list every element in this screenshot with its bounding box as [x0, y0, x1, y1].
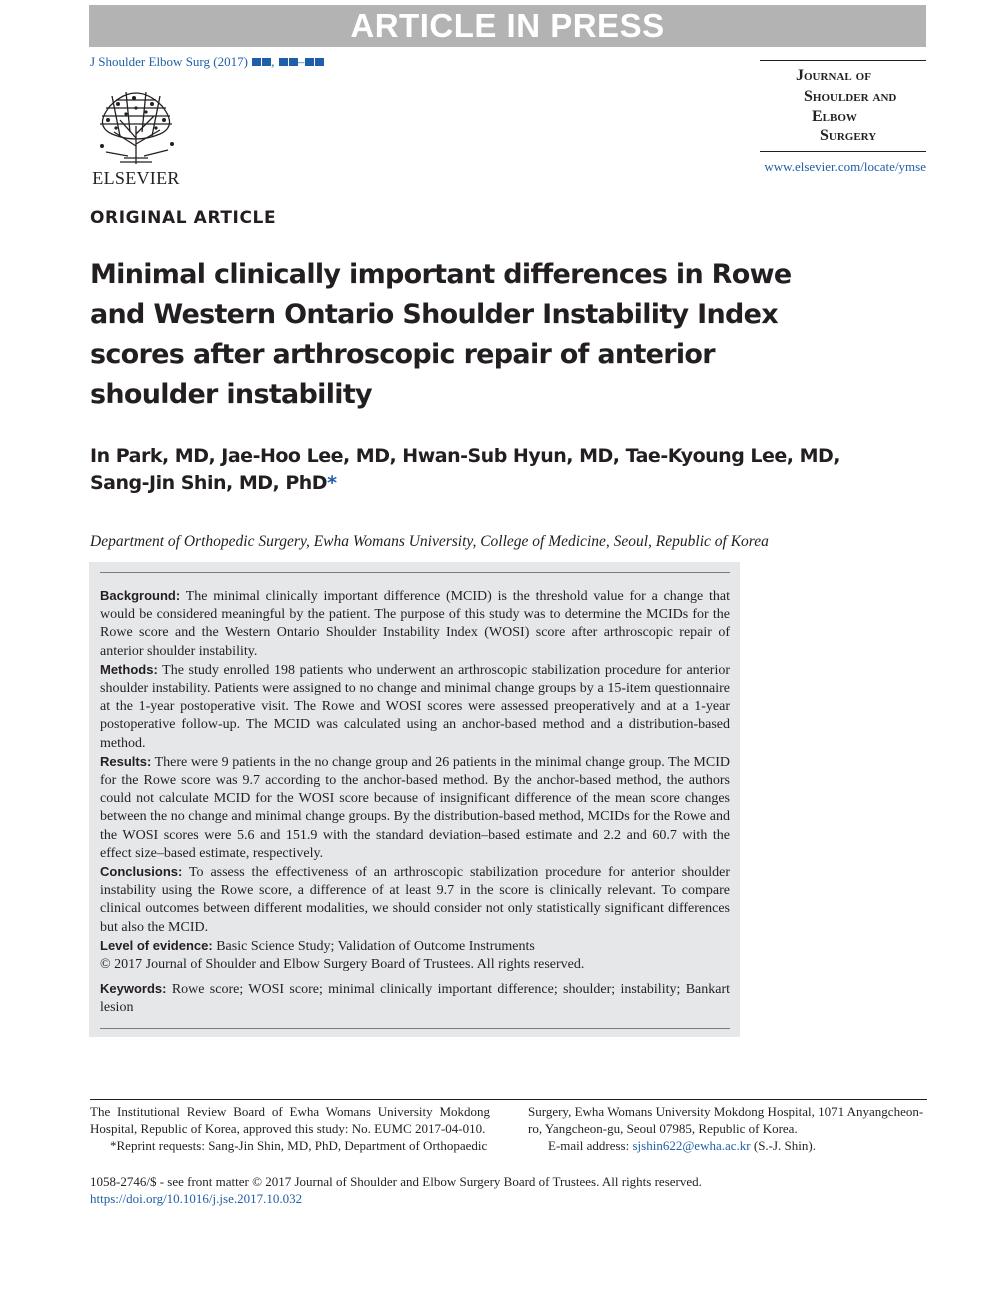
- journal-name-line: Elbow: [812, 108, 857, 125]
- issn-line: 1058-2746/$ - see front matter © 2017 Journal of Shoulder and Elbow Surgery Board of Trustees. All rights reserved.: [90, 1174, 702, 1189]
- elsevier-tree-icon: [90, 86, 182, 166]
- abstract-methods: Methods: The study enrolled 198 patients who underwent an arthroscopic stabilization procedure for anterior shoulder instability. Patients were assigned to no change and minimal change groups by a 15-item questionnaire at the 1-year postoperative visit. The Rowe and WOSI scores were assessed preoperatively and at a 1-year postoperative follow-up. The MCID was calculated using an anchor-based method and a distribution-based method.: [100, 661, 731, 751]
- abstract-background: Background: The minimal clinically important difference (MCID) is the threshold value for a change that would be considered meaningful by the patient. The purpose of this study was to determine the MCIDs for the Rowe score and the Western Ontario Shoulder Instability Index (WOSI) score after arthroscopic repair of anterior shoulder instability.: [100, 588, 730, 659]
- elsevier-logo: [90, 86, 182, 188]
- abstract-label: Keywords:: [100, 981, 167, 997]
- author-list: In Park, MD, Jae-Hoo Lee, MD, Hwan-Sub Hyun, MD, Tae-Kyoung Lee, MD, Sang-Jin Shin, MD, PhD*: [90, 445, 841, 494]
- footnote-divider: [90, 1099, 927, 1100]
- corresponding-author-mark[interactable]: *: [327, 472, 337, 494]
- abstract-copyright: © 2017 Journal of Shoulder and Elbow Surgery Board of Trustees. All rights reserved.: [100, 957, 585, 973]
- journal-citation: J Shoulder Elbow Surg (2017) , –: [90, 54, 324, 70]
- footnote-right-column: [528, 1103, 928, 1154]
- abstract-label: Background:: [100, 588, 181, 603]
- elsevier-wordmark: ELSEVIER: [92, 168, 180, 188]
- abstract-label: Methods:: [100, 661, 158, 677]
- article-type: ORIGINAL ARTICLE: [90, 208, 277, 228]
- abstract-label: Level of evidence:: [100, 937, 213, 953]
- irb-footnote: The Institutional Review Board of Ewha Womans University Mokdong Hospital, Republic of Korea, approved this study: No. EUMC 2017-04-010.: [90, 1104, 490, 1136]
- email-footnote: E-mail address: sjshin622@ewha.ac.kr (S.-J. Shin).: [548, 1138, 816, 1153]
- article-title: Minimal clinically important differences in Rowe and Western Ontario Shoulder Instability Index scores after arthroscopic repair of anterior shoulder instability: [90, 259, 792, 410]
- journal-url-link[interactable]: www.elsevier.com/locate/ymse: [764, 159, 926, 174]
- article-in-press-banner: ARTICLE IN PRESS: [89, 5, 926, 47]
- email-link[interactable]: sjshin622@ewha.ac.kr: [632, 1138, 751, 1153]
- journal-name-line: Shoulder and: [804, 88, 897, 105]
- abstract-keywords: Keywords: Rowe score; WOSI score; minimal clinically important difference; shoulder; instability; Bankart lesion: [100, 981, 731, 1016]
- abstract-label: Results:: [100, 753, 152, 769]
- abstract-label: Conclusions:: [100, 864, 183, 880]
- affiliation: Department of Orthopedic Surgery, Ewha Womans University, College of Medicine, Seoul, Republic of Korea: [90, 533, 769, 550]
- address-footnote: Surgery, Ewha Womans University Mokdong Hospital, 1071 Anyangcheon-ro, Yangcheon-gu, Seoul 07985, Republic of Korea.: [528, 1104, 924, 1136]
- abstract-level-of-evidence: Level of evidence: Basic Science Study; Validation of Outcome Instruments: [100, 937, 535, 954]
- journal-name-line: Surgery: [820, 127, 877, 144]
- abstract-box: [89, 562, 740, 1037]
- doi-link[interactable]: https://doi.org/10.1016/j.jse.2017.10.032: [90, 1191, 303, 1206]
- footnote-left-column: [90, 1103, 490, 1154]
- abstract-conclusions: Conclusions: To assess the effectiveness of an arthroscopic stabilization procedure for anterior shoulder instability using the Rowe score, a difference of at least 9.7 in the score is clinically relevant. To compare clinical outcomes between different modalities, we should consider not only statistically significant differences but also the MCID.: [100, 864, 730, 935]
- journal-name-line: Journal of: [796, 67, 871, 84]
- reprint-footnote: *Reprint requests: Sang-Jin Shin, MD, PhD, Department of Orthopaedic: [110, 1138, 488, 1153]
- abstract-results: Results: There were 9 patients in the no change group and 26 patients in the minimal change group. The MCID for the Rowe score was 9.7 according to the anchor-based method. By the anchor-based method, the authors could not calculate MCID for the WOSI score because of insignificant difference of the mean score changes between the no change and minimal change groups. By the distribution-based method, MCIDs for the Rowe and the WOSI scores were 5.6 and 151.9 with the standard deviation–based estimate and 2.2 and 60.7 with the effect size–based estimate, respectively.: [100, 753, 730, 861]
- journal-name-block: [760, 60, 926, 152]
